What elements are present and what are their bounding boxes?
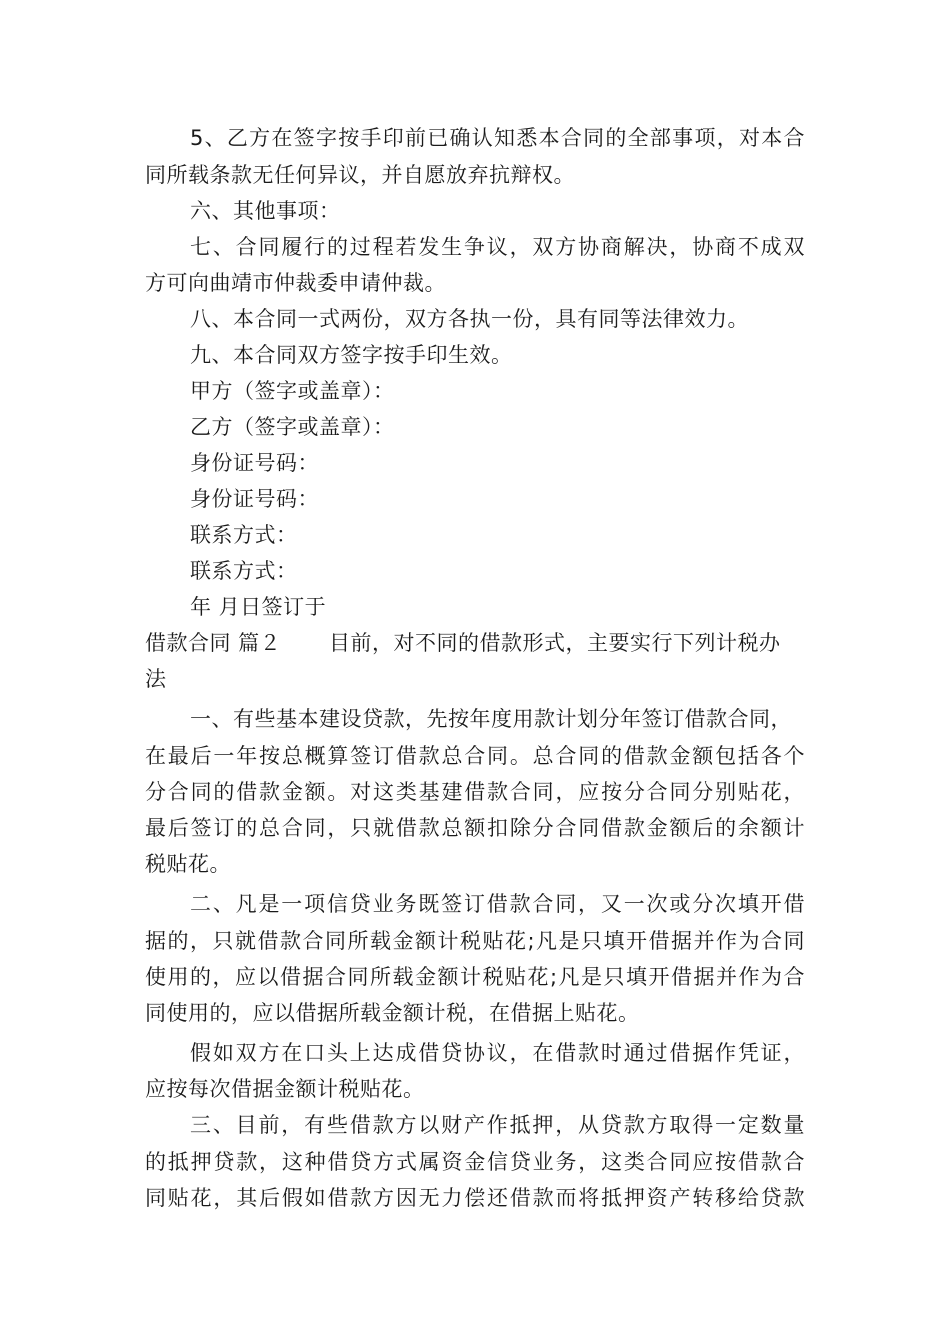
paragraph-line: 同使用的，应以借据所载金额计税，在借据上贴花。 bbox=[145, 1001, 640, 1025]
signature-party-b: 乙方（签字或盖章）： bbox=[190, 415, 395, 439]
paragraph-line: 假如双方在口头上达成借贷协议，在借款时通过借据作凭证， bbox=[190, 1041, 805, 1065]
contact-field: 联系方式： bbox=[190, 559, 298, 583]
paragraph-line: 同贴花，其后假如借款方因无力偿还借款而将抵押资产转移给贷款 bbox=[145, 1186, 805, 1210]
paragraph-line: 应按每次借据金额计税贴花。 bbox=[145, 1077, 425, 1101]
paragraph-line: 九、本合同双方签字按手印生效。 bbox=[190, 343, 513, 367]
paragraph-line: 5、乙方在签字按手印前已确认知悉本合同的全部事项，对本合 bbox=[190, 126, 805, 150]
section-heading: 借款合同 篇２ bbox=[145, 631, 282, 655]
paragraph-line: 使用的，应以借据合同所载金额计税贴花;凡是只填开借据并作为合 bbox=[145, 965, 805, 989]
paragraph-line: 方可向曲靖市仲裁委申请仲裁。 bbox=[145, 271, 446, 295]
section-intro: 目前，对不同的借款形式，主要实行下列计税办 bbox=[329, 631, 781, 655]
paragraph-line: 同所载条款无任何异议，并自愿放弃抗辩权。 bbox=[145, 163, 575, 187]
paragraph-line: 七、合同履行的过程若发生争议，双方协商解决，协商不成双 bbox=[190, 235, 805, 259]
signature-party-a: 甲方（签字或盖章）： bbox=[190, 379, 395, 403]
paragraph-line: 税贴花。 bbox=[145, 852, 231, 876]
paragraph-line: 一、有些基本建设贷款，先按年度用款计划分年签订借款合同， bbox=[190, 707, 792, 731]
id-number-field: 身份证号码： bbox=[190, 487, 319, 511]
id-number-field: 身份证号码： bbox=[190, 451, 319, 475]
paragraph-line: 最后签订的总合同，只就借款总额扣除分合同借款金额后的余额计 bbox=[145, 816, 805, 840]
paragraph-line: 八、本合同一式两份，双方各执一份，具有同等法律效力。 bbox=[190, 307, 749, 331]
contact-field: 联系方式： bbox=[190, 523, 298, 547]
paragraph-line: 六、其他事项： bbox=[190, 199, 341, 223]
paragraph-line: 分合同的借款金额。对这类基建借款合同，应按分合同分别贴花， bbox=[145, 780, 805, 804]
paragraph-line: 法 bbox=[145, 667, 167, 691]
paragraph-line: 据的，只就借款合同所载金额计税贴花;凡是只填开借据并作为合同 bbox=[145, 929, 805, 953]
paragraph-line: 在最后一年按总概算签订借款总合同。总合同的借款金额包括各个 bbox=[145, 744, 805, 768]
paragraph-line: 三、目前，有些借款方以财产作抵押，从贷款方取得一定数量 bbox=[190, 1113, 805, 1137]
section-heading-row bbox=[145, 628, 781, 658]
paragraph-line: 的抵押贷款，这种借贷方式属资金信贷业务，这类合同应按借款合 bbox=[145, 1150, 805, 1174]
paragraph-line: 二、凡是一项信贷业务既签订借款合同，又一次或分次填开借 bbox=[190, 892, 805, 916]
sign-date-field: 年 月日签订于 bbox=[190, 595, 327, 619]
